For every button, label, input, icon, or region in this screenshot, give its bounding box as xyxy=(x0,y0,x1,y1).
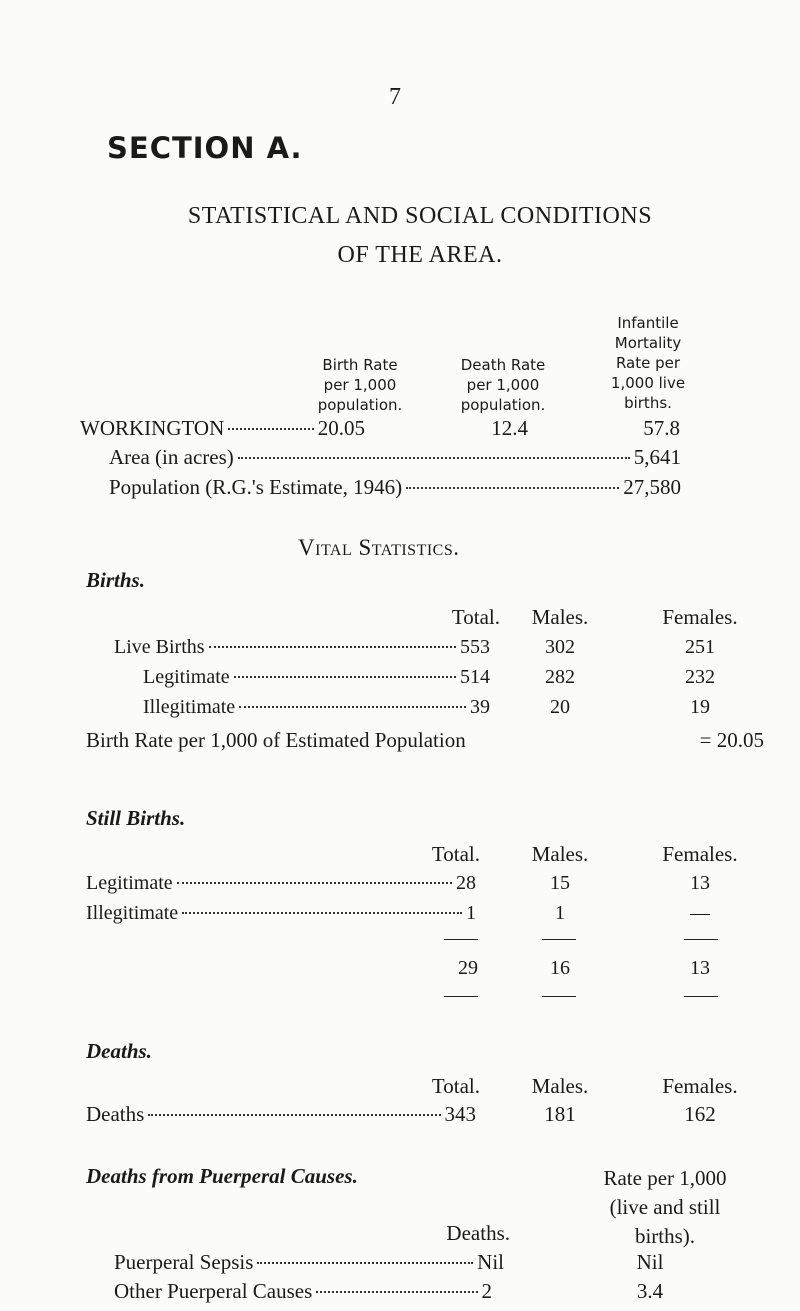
area-value: 5,641 xyxy=(633,445,681,469)
infant-mortality-header: Infantile Mortality Rate per 1,000 live births. xyxy=(610,314,686,412)
puerperal-sepsis-rate: Nil xyxy=(636,1250,664,1274)
still-rule-bottom-total xyxy=(444,996,478,997)
birth-rate-line: Birth Rate per 1,000 of Estimated Population xyxy=(86,728,466,752)
page-number: 7 xyxy=(389,84,401,110)
population-value: 27,580 xyxy=(623,475,681,499)
still-col-females: Females. xyxy=(662,842,738,866)
still-illegit-females: — xyxy=(690,902,710,924)
births-heading: Births. xyxy=(86,568,145,592)
workington-birth-rate: 20.05 xyxy=(317,416,365,440)
workington-row xyxy=(80,416,365,441)
still-rule-bottom-males xyxy=(542,996,576,997)
births-live-males: 302 xyxy=(545,636,575,658)
population-row xyxy=(109,475,681,500)
area-label: Area (in acres) xyxy=(109,445,234,469)
births-illegit-males: 20 xyxy=(550,696,570,718)
births-row-illegit: Illegitimate 39 xyxy=(143,696,490,718)
still-rule-top-total xyxy=(444,939,478,940)
births-row-legit: Legitimate 514 xyxy=(143,666,490,688)
birth-rate-header: Birth Rate per 1,000 population. xyxy=(317,356,403,414)
still-col-total: Total. xyxy=(431,842,480,866)
area-row xyxy=(109,445,681,470)
deaths-col-females: Females. xyxy=(662,1074,738,1098)
birth-rate-value: = 20.05 xyxy=(699,728,764,752)
still-legit-females: 13 xyxy=(690,872,710,894)
heading-line-2: OF THE AREA. xyxy=(337,242,503,268)
births-col-total: Total. xyxy=(451,605,500,629)
still-rule-top-males xyxy=(542,939,576,940)
still-births-heading: Still Births. xyxy=(86,806,186,830)
puerperal-heading: Deaths from Puerperal Causes. xyxy=(86,1164,358,1188)
deaths-row: Deaths 343 xyxy=(86,1102,476,1126)
deaths-col-total: Total. xyxy=(431,1074,480,1098)
still-row-legit: Legitimate 28 xyxy=(86,872,476,894)
births-row-live: Live Births 553 xyxy=(114,636,490,658)
still-illegit-males: 1 xyxy=(555,902,565,924)
heading-line-1: STATISTICAL AND SOCIAL CONDITIONS xyxy=(187,203,653,229)
births-col-females: Females. xyxy=(662,605,738,629)
puerperal-row-other: Other Puerperal Causes 2 xyxy=(114,1279,492,1303)
puerperal-col-deaths: Deaths. xyxy=(446,1221,510,1245)
still-row-illegit: Illegitimate 1 xyxy=(86,902,476,924)
deaths-males: 181 xyxy=(544,1102,576,1126)
still-legit-males: 15 xyxy=(550,872,570,894)
deaths-females: 162 xyxy=(684,1102,716,1126)
vital-statistics-title: Vital Statistics. xyxy=(298,535,460,560)
still-rule-top-females xyxy=(684,939,718,940)
deaths-col-males: Males. xyxy=(531,1074,589,1098)
still-col-males: Males. xyxy=(531,842,589,866)
puerperal-rate-header: Rate per 1,000 (live and still births). xyxy=(603,1166,727,1248)
still-rule-bottom-females xyxy=(684,996,718,997)
births-col-males: Males. xyxy=(531,605,589,629)
workington-label: WORKINGTON xyxy=(80,416,225,440)
deaths-heading: Deaths. xyxy=(86,1039,152,1063)
births-legit-males: 282 xyxy=(545,666,575,688)
still-total-females: 13 xyxy=(690,957,710,979)
workington-infant-mortality: 57.8 xyxy=(643,416,680,440)
workington-death-rate: 12.4 xyxy=(491,416,528,440)
still-total-males: 16 xyxy=(550,957,570,979)
population-label: Population (R.G.'s Estimate, 1946) xyxy=(109,475,403,499)
section-title: SECTION A. xyxy=(107,131,303,165)
births-legit-females: 232 xyxy=(685,666,715,688)
puerperal-other-rate: 3.4 xyxy=(636,1279,664,1303)
puerperal-row-sepsis: Puerperal Sepsis Nil xyxy=(114,1250,504,1274)
births-illegit-females: 19 xyxy=(690,696,710,718)
births-live-females: 251 xyxy=(685,636,715,658)
death-rate-header: Death Rate per 1,000 population. xyxy=(460,356,546,414)
still-total-total: 29 xyxy=(458,957,478,979)
